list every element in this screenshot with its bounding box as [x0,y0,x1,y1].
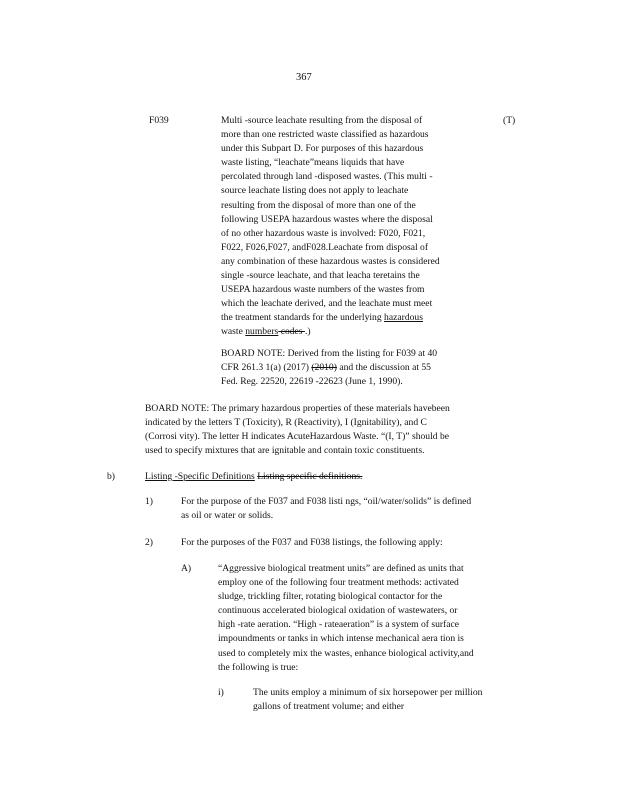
text-line [221,361,437,375]
text-line: used to completely mix the wastes, enhance biological activity,and [218,647,474,659]
deleted-text: codes [278,326,305,338]
text-line: single -source leachate, and that leacha teretains the [221,270,420,282]
section-b-heading [145,470,362,484]
item-i-text [253,686,482,714]
item-a-label: A) [181,563,192,574]
text-line: employ one of the following four treatment methods: activated [218,577,459,589]
text-line: BOARD NOTE: Derived from the listing for F039 at 40 [221,348,438,359]
text-line: source leachate listing does not apply to leachate [221,185,409,197]
text-line: sludge, trickling filter, rotating biological contactor for the [218,591,443,603]
text-segment: and the discussion at 55 [336,362,431,374]
text-line: high -rate aeration. “High - rateaeration” is a system of surface [218,619,460,631]
hazard-code: (T) [503,115,516,126]
inserted-text: Listing -Specific Definitions [145,471,255,482]
text-line: percolated through land -disposed wastes. (This multi - [221,171,433,183]
text-line: BOARD NOTE: The primary hazardous properties of these materials havebeen [145,403,450,414]
text-line: F022, F026,F027, andF028.Leachate from disposal of [221,241,429,253]
inserted-text: numbers [245,326,279,338]
text-line: “Aggressive biological treatment units” are defined as units that [218,563,464,574]
text-line: resulting from the disposal of more than one of the [221,199,416,211]
text-line: gallons of treatment volume; and either [253,701,405,713]
text-line: used to specify mixtures that are ignitable and contain toxic constituents. [145,445,425,457]
section-b-label: b) [107,471,115,482]
board-note-properties [145,402,450,458]
text-line: continuous accelerated biological oxidation of wastewaters, or [218,605,458,617]
page-number: 367 [296,72,312,83]
waste-description [221,114,440,340]
inserted-text: hazardous [384,312,423,324]
item-2-text: For the purposes of the F037 and F038 listings, the following apply: [181,537,443,548]
deleted-text: (2010) [311,362,337,374]
item-1-text [181,495,471,523]
text-line: impoundments or tanks in which intense mechanical aera tion is [218,633,464,645]
item-a-text [218,562,474,675]
text-line: For the purpose of the F037 and F038 listi ngs, “oil/water/solids” is defined [181,496,472,507]
text-segment: waste [221,326,246,338]
text-line: Fed. Reg. 22520, 22619 -22623 (June 1, 1990). [221,376,403,388]
text-line [221,311,440,325]
text-line: of no other hazardous waste is involved: F020, F021, [221,227,426,239]
text-line [221,325,440,339]
text-line: The units employ a minimum of six horsepower per million [253,687,483,698]
item-i-label: i) [218,687,224,698]
deleted-text: Listing specific definitions. [257,471,363,482]
text-line: Multi -source leachate resulting from the disposal of [221,115,423,126]
text-line: more than one restricted waste classified as hazardous [221,129,429,141]
text-line: which the leachate derived, and the leachate must meet [221,298,433,310]
item-1-label: 1) [145,496,153,507]
text-line: following USEPA hazardous wastes where the disposal [221,213,433,225]
text-line: as oil or water or solids. [181,510,274,522]
waste-code: F039 [149,115,169,126]
text-line: any combination of these hazardous wastes is considered [221,255,440,267]
text-line: under this Subpart D. For purposes of this hazardous [221,143,424,155]
text-segment: .) [304,326,311,338]
board-note-f039 [221,347,437,389]
text-line: indicated by the letters T (Toxicity), R (Reactivity), I (Ignitability), and C [145,417,427,429]
text-line: the following is true: [218,661,299,673]
item-2-label: 2) [145,537,153,548]
text-segment: CFR 261.3 1(a) (2017) [221,362,309,374]
text-line: USEPA hazardous waste numbers of the wastes from [221,284,425,296]
text-line: (Corrosi vity). The letter H indicates AcuteHazardous Waste. “(I, T)” should be [145,431,450,443]
text-segment: the treatment standards for the underlying [221,312,385,324]
text-line: waste listing, “leachate”means liquids that have [221,157,405,169]
